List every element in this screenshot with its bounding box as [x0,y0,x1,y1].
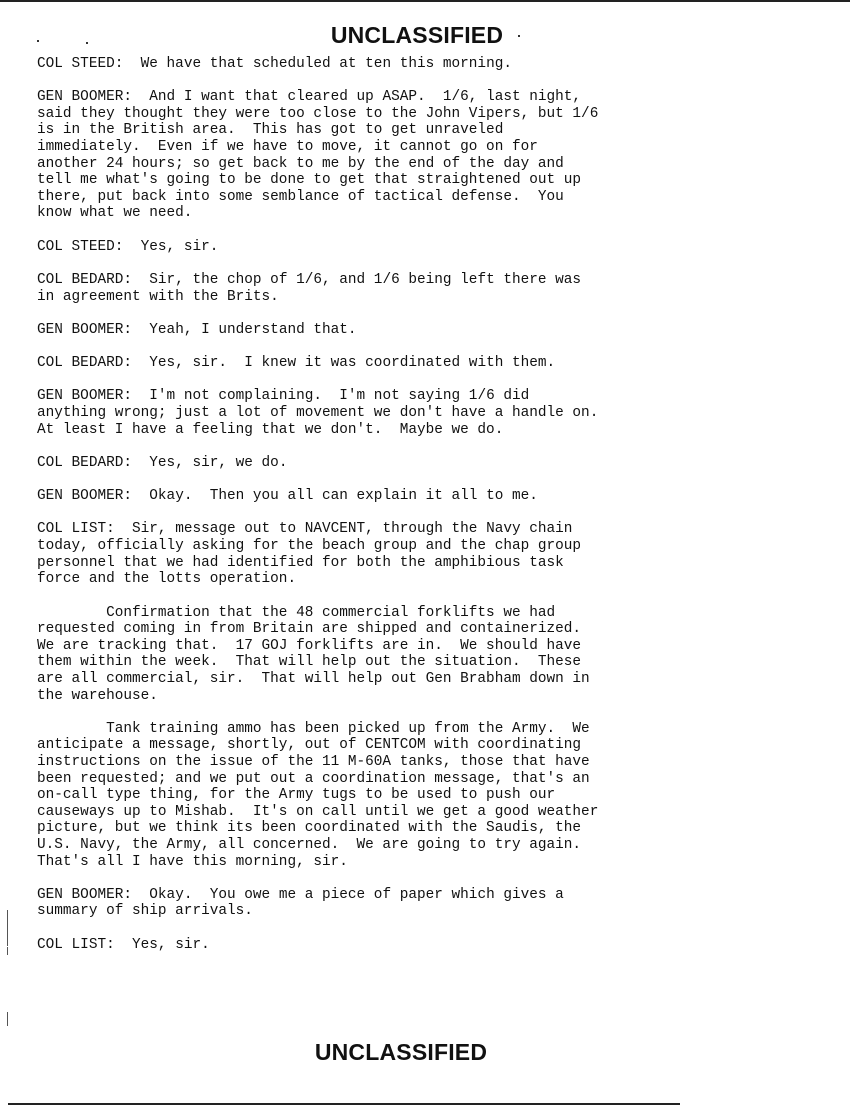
paragraph-text: Yes, sir. [140,238,219,255]
transcript-paragraph [37,322,837,339]
paragraph-text: Okay. Then you all can explain it all to me. [149,488,538,505]
transcript-paragraph [37,89,837,222]
scan-edge-mark [7,910,8,946]
transcript-paragraph [37,605,837,705]
speaker-label: GEN BOOMER: [37,388,132,405]
transcript-paragraph [37,721,837,870]
transcript-body [37,56,837,970]
transcript-paragraph [37,455,837,472]
scan-edge-mark [7,947,8,955]
paragraph-text: I'm not complaining. I'm not saying 1/6 did anything wrong; just a lot of movement we don't have a handle on. At least I have a feeling that we don't. Maybe we do. [37,388,599,438]
transcript-paragraph [37,887,837,920]
speaker-label: COL BEDARD: [37,454,132,471]
paragraph-text: Confirmation that the 48 commercial forklifts we had requested coming in from Britain are shipped and containerized. We are tracking that. 17 GOJ forklifts are in. We should have them within the week. That will help out the situation. These are all commercial, sir. That will help out Gen Brabham down in the warehouse. [37,604,590,704]
classification-header: UNCLASSIFIED [330,22,504,48]
speaker-label: GEN BOOMER: [37,89,132,106]
speaker-label: GEN BOOMER: [37,488,132,505]
paragraph-text: Yes, sir. I knew it was coordinated with them. [149,355,556,372]
paragraph-text: Sir, the chop of 1/6, and 1/6 being left there was in agreement with the Brits. [37,272,582,305]
paragraph-text: We have that scheduled at ten this morning. [140,56,512,72]
speaker-label: GEN BOOMER: [37,886,132,903]
speaker-label: COL STEED: [37,56,124,72]
speaker-label: GEN BOOMER: [37,321,132,338]
paragraph-text: Tank training ammo has been picked up from the Army. We anticipate a message, shortly, out of CENTCOM with coordinating instructions on the issue of the 11 M-60A tanks, those that have been requested; and we put out a coordination message, that's an on-call type thing, for the Army tugs to be used to push our causeways up to Mishab. It's on call until we get a good weather picture, but we think its been coordinated with the Saudis, the U.S. Navy, the Army, all concerned. We are going to try again. That's all I have this morning, sir. [37,720,599,870]
speaker-label: COL BEDARD: [37,272,132,288]
transcript-paragraph [37,388,837,438]
transcript-paragraph [37,56,837,73]
paragraph-text: Yes, sir. [132,936,210,953]
speaker-label: COL LIST: [37,936,115,953]
classification-footer: UNCLASSIFIED [314,1039,488,1065]
bottom-border-rule [8,1103,680,1105]
speaker-label: COL LIST: [37,521,115,538]
transcript-paragraph [37,488,837,505]
transcript-paragraph [37,937,837,954]
paragraph-text: Okay. You owe me a piece of paper which gives a summary of ship arrivals. [37,886,564,920]
top-border-rule [0,0,850,2]
paragraph-text: Sir, message out to NAVCENT, through the Navy chain today, officially asking for the beach group and the chap group personnel that we had identified for both the amphibious task force and the lotts operation. [37,521,582,588]
transcript-paragraph [37,355,837,372]
speaker-label: COL BEDARD: [37,355,132,372]
transcript-paragraph [37,272,837,305]
transcript-paragraph [37,239,837,256]
paragraph-text: Yes, sir, we do. [149,454,288,471]
transcript-paragraph [37,521,837,587]
scan-edge-mark [7,1012,8,1026]
paragraph-text: And I want that cleared up ASAP. 1/6, last night, said they thought they were too close to the John Vipers, but 1/6 is in the British area. This has got to get unraveled immediately. Even if we have to move, it cannot go on for another 24 hours; so get back to me by the end of the day and tell me what's going to be done to get that straightened out up there, put back into some semblance of tactical defense. You know what we need. [37,89,599,222]
speaker-label: COL STEED: [37,238,124,255]
paragraph-text: Yeah, I understand that. [149,321,357,338]
